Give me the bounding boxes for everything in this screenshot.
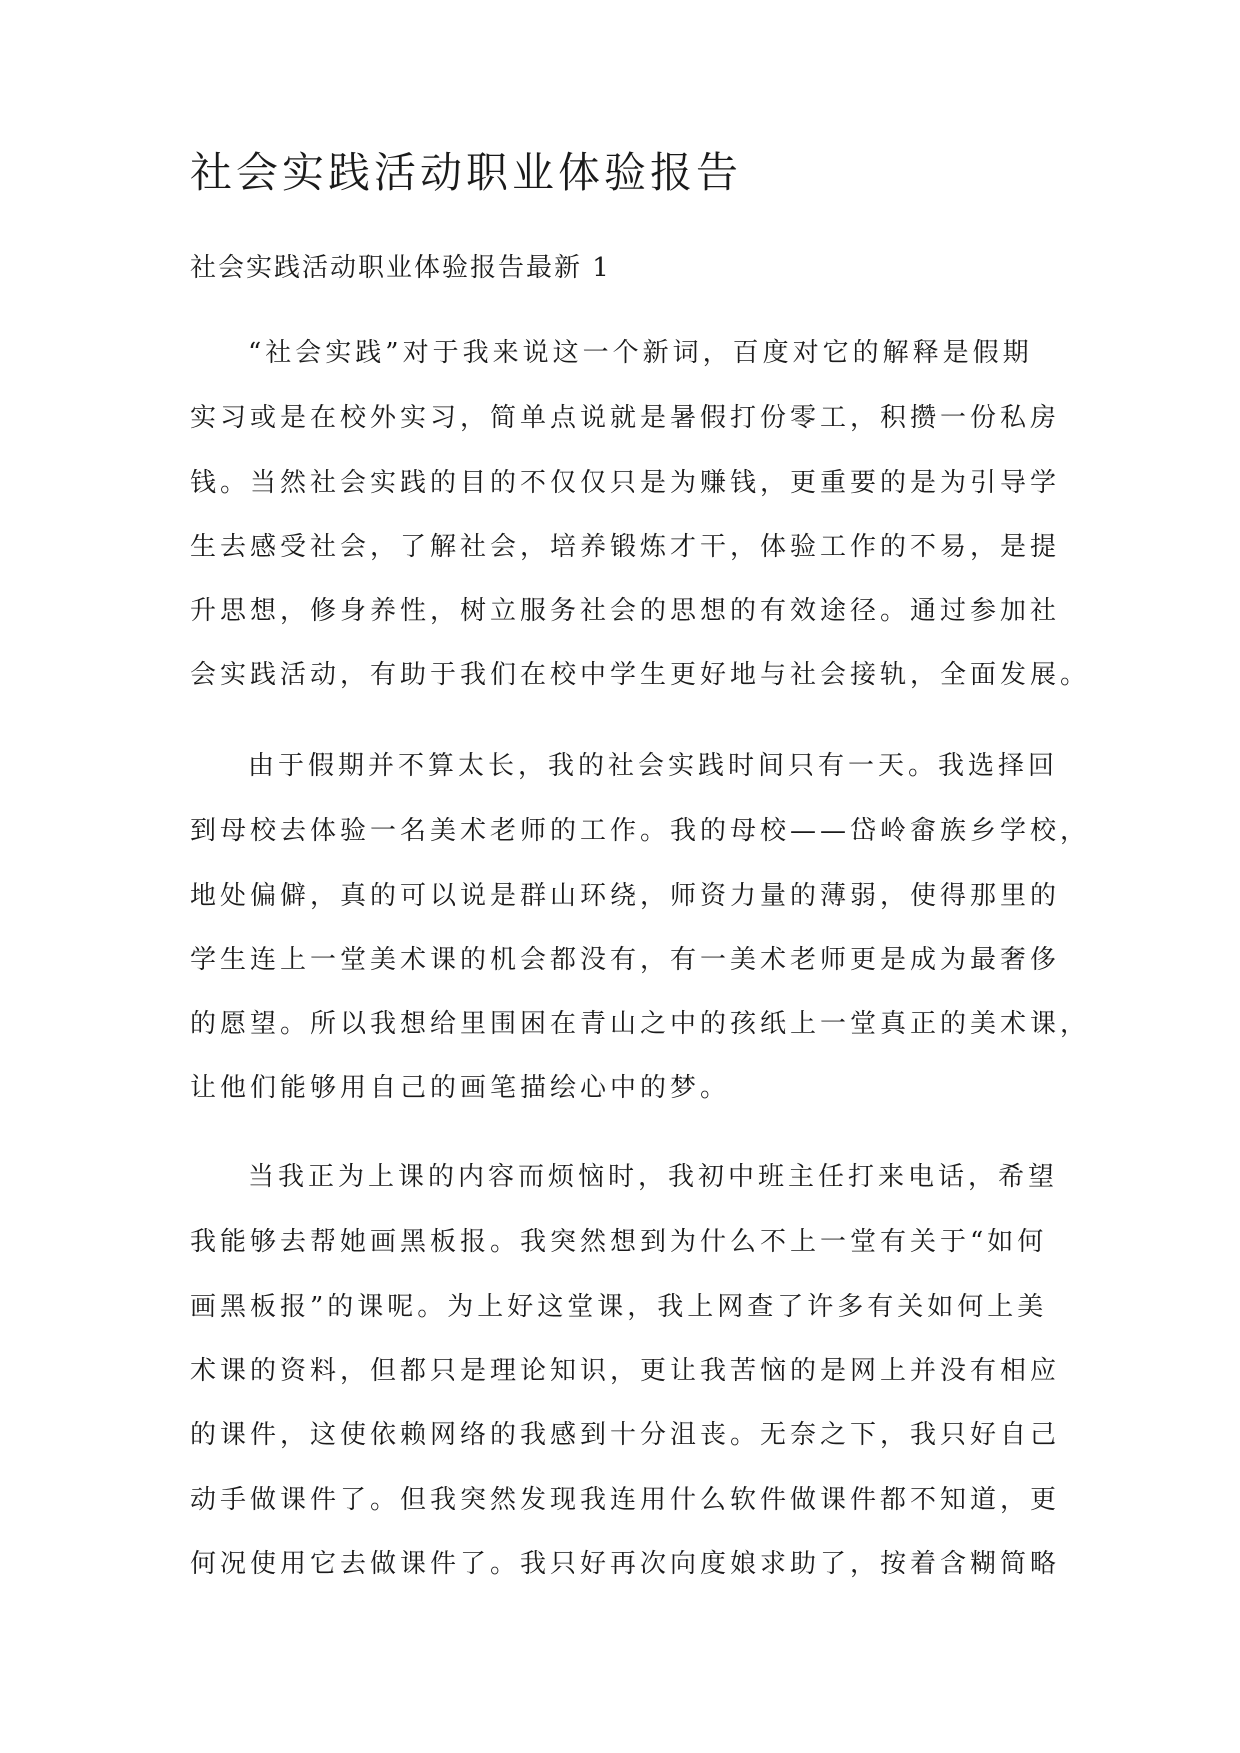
paragraph-line: 当我正为上课的内容而烦恼时，我初中班主任打来电话，希望 <box>248 1162 1059 1192</box>
paragraph-line: 我能够去帮她画黑板报。我突然想到为什么不上一堂有关于“如何 <box>190 1227 1048 1257</box>
paragraph-line: 让他们能够用自己的画笔描绘心中的梦。 <box>190 1073 731 1103</box>
paragraph-line: 术课的资料，但都只是理论知识，更让我苦恼的是网上并没有相应 <box>190 1356 1061 1386</box>
document-subtitle: 社会实践活动职业体验报告最新 1 <box>190 253 611 283</box>
paragraph-line: 画黑板报”的课呢。为上好这堂课，我上网查了许多有关如何上美 <box>190 1292 1048 1322</box>
paragraph-line: 地处偏僻，真的可以说是群山环绕，师资力量的薄弱，使得那里的 <box>190 881 1061 911</box>
paragraph-line: 动手做课件了。但我突然发现我连用什么软件做课件都不知道，更 <box>190 1485 1061 1515</box>
paragraph-line: “社会实践”对于我来说这一个新词，百度对它的解释是假期 <box>248 338 1033 368</box>
paragraph-line: 到母校去体验一名美术老师的工作。我的母校——岱岭畲族乡学校， <box>190 816 1091 846</box>
paragraph-line: 的课件，这使依赖网络的我感到十分沮丧。无奈之下，我只好自己 <box>190 1420 1061 1450</box>
paragraph-line: 钱。当然社会实践的目的不仅仅只是为赚钱，更重要的是为引导学 <box>190 468 1061 498</box>
paragraph-line: 生去感受社会，了解社会，培养锻炼才干，体验工作的不易，是提 <box>190 532 1061 562</box>
paragraph-line: 会实践活动，有助于我们在校中学生更好地与社会接轨，全面发展。 <box>190 660 1091 690</box>
paragraph-line: 升思想，修身养性，树立服务社会的思想的有效途径。通过参加社 <box>190 596 1061 626</box>
document-title: 社会实践活动职业体验报告 <box>190 148 743 197</box>
paragraph-line: 的愿望。所以我想给里围困在青山之中的孩纸上一堂真正的美术课， <box>190 1009 1091 1039</box>
paragraph-line: 学生连上一堂美术课的机会都没有，有一美术老师更是成为最奢侈 <box>190 945 1061 975</box>
paragraph-line: 实习或是在校外实习，简单点说就是暑假打份零工，积攒一份私房 <box>190 403 1061 433</box>
paragraph-line: 何况使用它去做课件了。我只好再次向度娘求助了，按着含糊简略 <box>190 1549 1061 1579</box>
paragraph-line: 由于假期并不算太长，我的社会实践时间只有一天。我选择回 <box>248 751 1059 781</box>
